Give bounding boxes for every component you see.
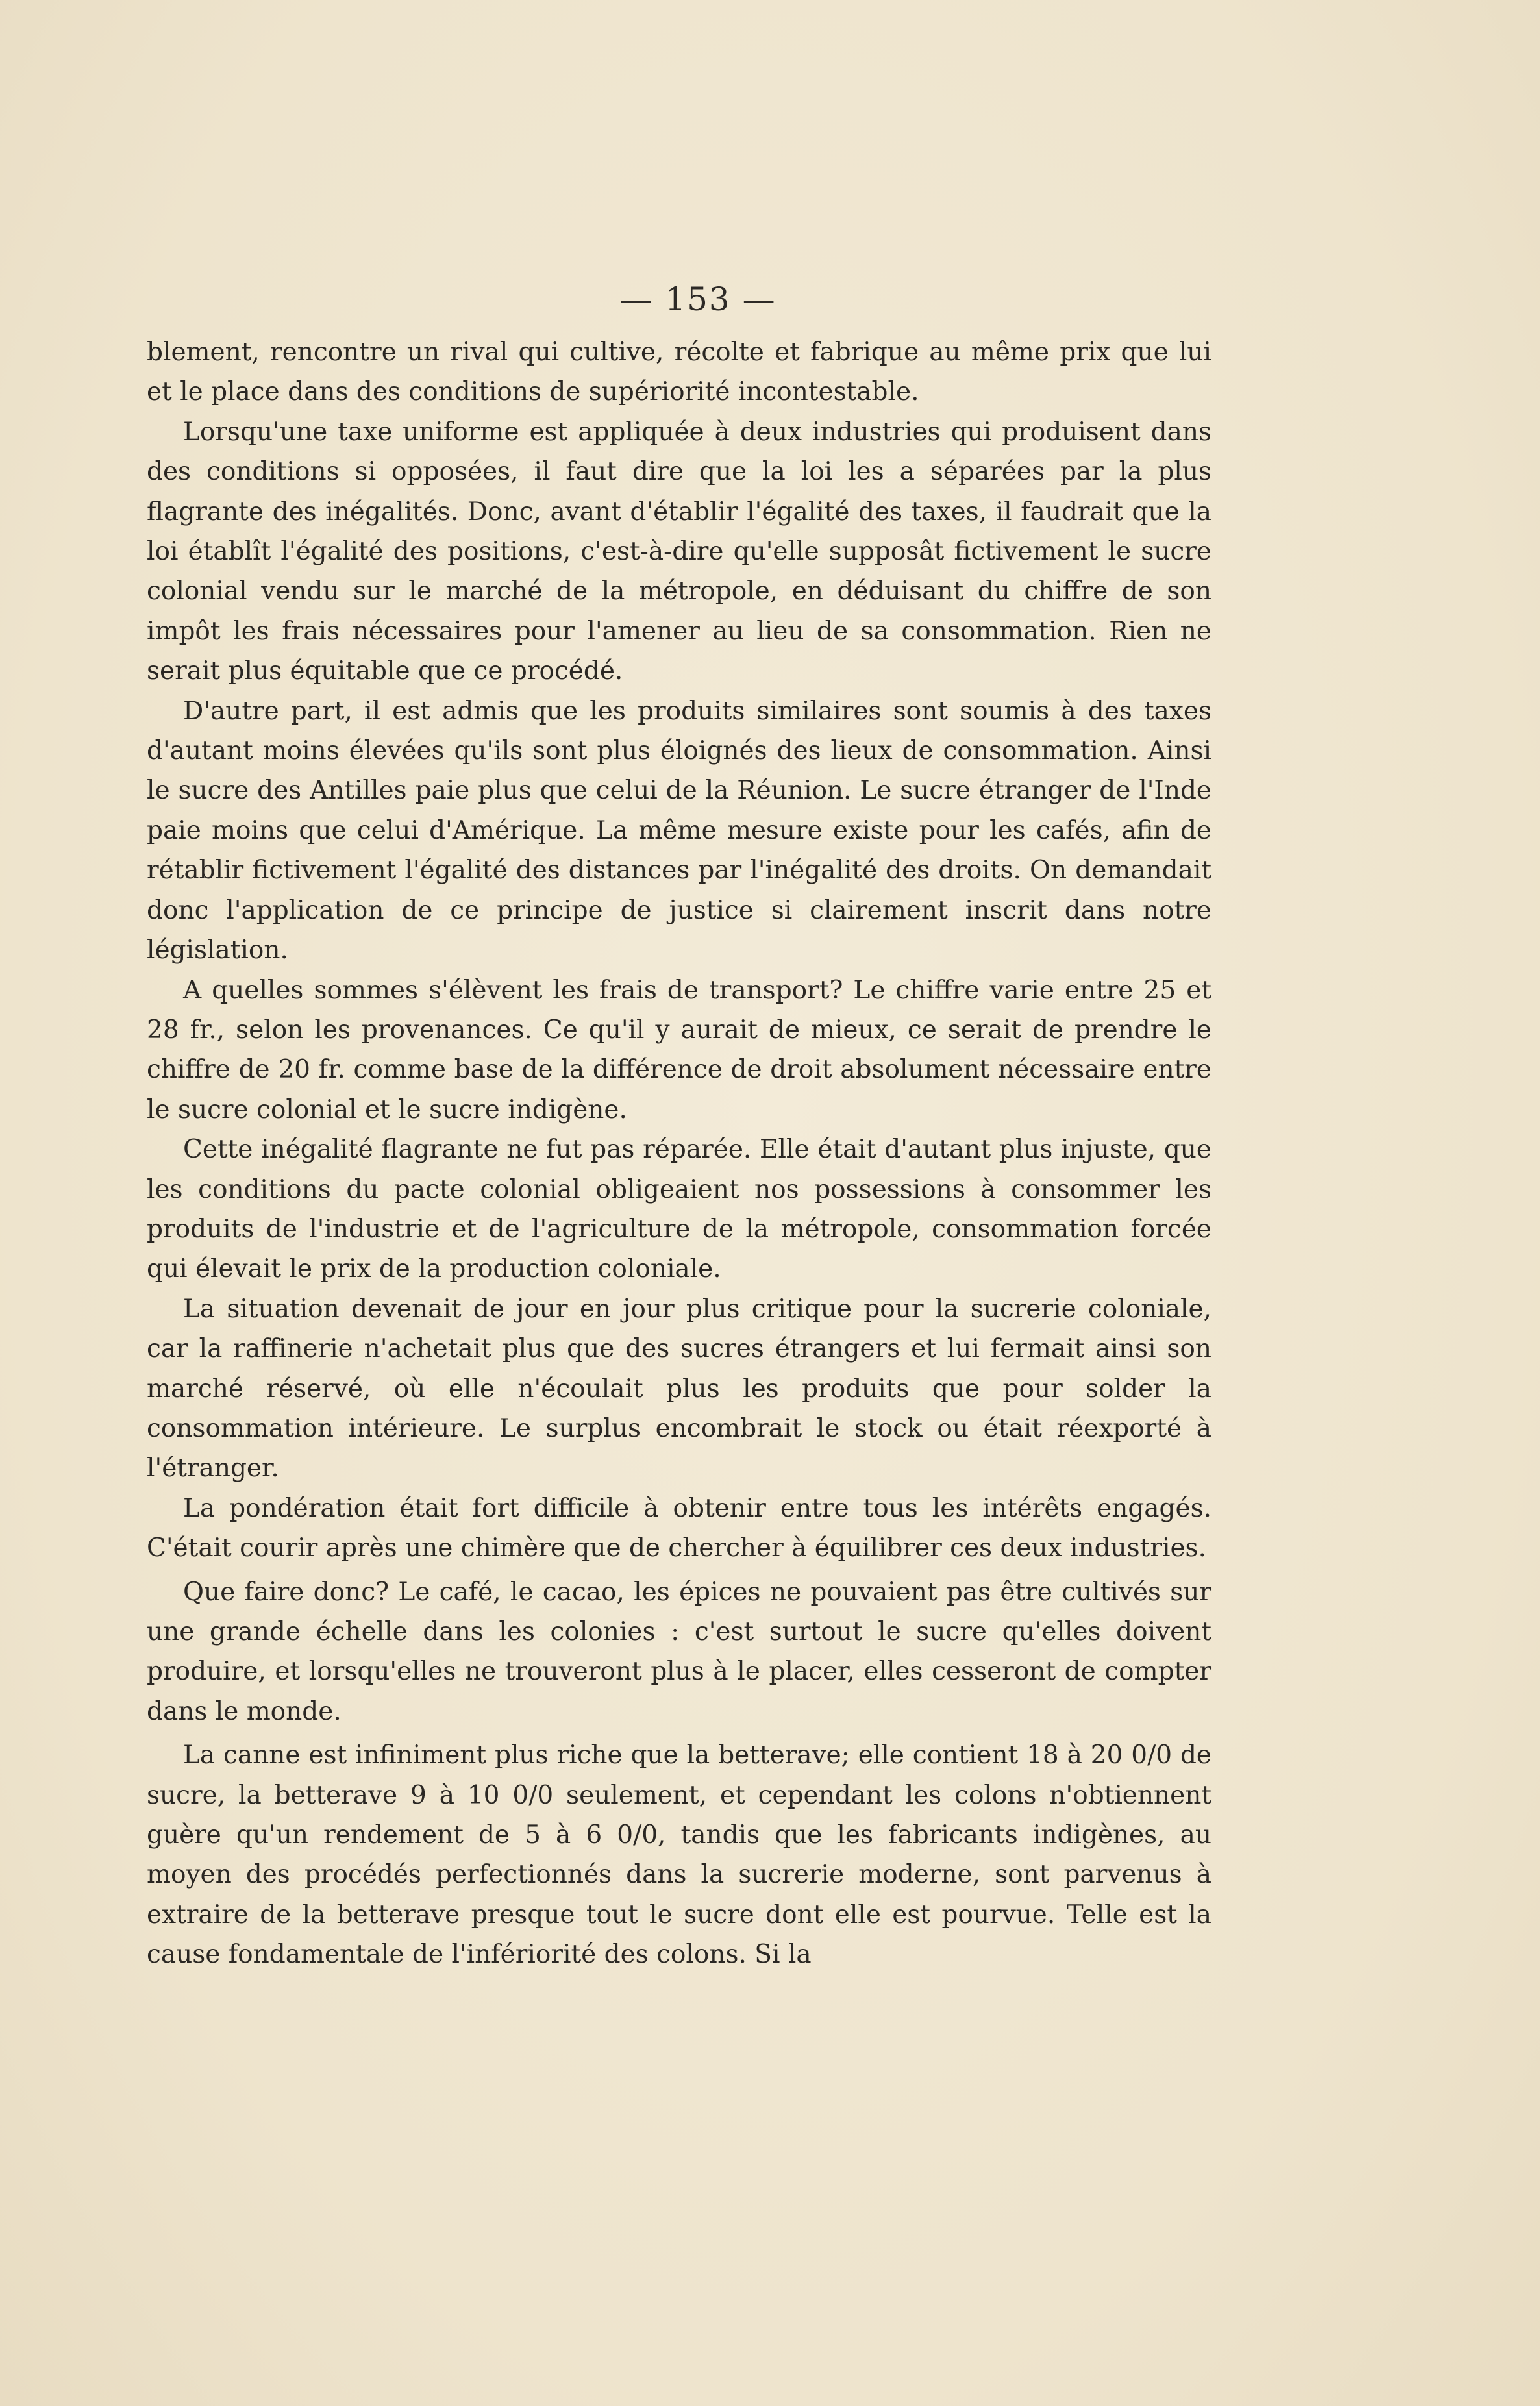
page-number: — 153 —	[619, 280, 776, 318]
paragraph: La pondération était fort difficile à obtenir entre tous les intérêts engagés. C'était courir après une chimère que de chercher à équilibrer ces deux industries.	[147, 1493, 1211, 1563]
paragraph: D'autre part, il est admis que les produits similaires sont soumis à des taxes d'autant moins élevées qu'ils sont plus éloignés des lieux de consommation. Ainsi le sucre des Antilles paie plus que celui de la Réunion. Le sucre étranger de l'Inde paie moins que celui d'Amérique. La même mesure existe pour les cafés, afin de rétablir fictivement l'égalité des distances par l'inégalité des droits. On demandait donc l'application de ce principe de justice si clairement inscrit dans notre législation.	[147, 696, 1211, 965]
paragraph: Que faire donc? Le café, le cacao, les épices ne pouvaient pas être cultivés sur une grande échelle dans les colonies : c'est surtout le sucre qu'elles doivent produire, et lorsqu'elles ne trouveront plus à le placer, elles cesseront de compter dans le monde.	[147, 1577, 1211, 1726]
paragraph: La situation devenait de jour en jour plus critique pour la sucrerie coloniale, car la raffinerie n'achetait plus que des sucres étrangers et lui fermait ainsi son marché réservé, où elle n'écoulait plus les produits que pour solder la consommation intérieure. Le surplus encombrait le stock ou était réexporté à l'étranger.	[147, 1294, 1211, 1483]
paragraph-continuation: blement, rencontre un rival qui cultive, récolte et fabrique au même prix que lui et le place dans des conditions de supériorité incontestable.	[147, 338, 1211, 407]
paragraph: La canne est infiniment plus riche que la betterave; elle contient 18 à 20 0/0 de sucre, la betterave 9 à 10 0/0 seulement, et cependant les colons n'obtiennent guère qu'un rendement de 5 à 6 0/0, tandis que les fabricants indigènes, au moyen des procédés perfectionnés dans la sucrerie moderne, sont parvenus à extraire de la betterave presque tout le sucre dont elle est pourvue. Telle est la cause fondamentale de l'infériorité des colons. Si la	[147, 1741, 1211, 1970]
paragraph: Lorsqu'une taxe uniforme est appliquée à deux industries qui produisent dans des conditions si opposées, il faut dire que la loi les a séparées par la plus flagrante des inégalités. Donc, avant d'établir l'égalité des taxes, il faudrait que la loi établît l'égalité des positions, c'est-à-dire qu'elle supposât fictivement le sucre colonial vendu sur le marché de la métropole, en déduisant du chiffre de son impôt les frais nécessaires pour l'amener au lieu de sa consommation. Rien ne serait plus équitable que ce procédé.	[147, 417, 1211, 686]
paragraph: Cette inégalité flagrante ne fut pas réparée. Elle était d'autant plus injuste, que les conditions du pacte colonial obligeaient nos possessions à consommer les produits de l'industrie et de l'agriculture de la métropole, consommation forcée qui élevait le prix de la production coloniale.	[147, 1135, 1211, 1284]
body-text	[147, 332, 1211, 1975]
paragraph: A quelles sommes s'élèvent les frais de transport? Le chiffre varie entre 25 et 28 fr., selon les provenances. Ce qu'il y aurait de mieux, ce serait de prendre le chiffre de 20 fr. comme base de la différence de droit absolument nécessaire entre le sucre colonial et le sucre indigène.	[147, 975, 1211, 1124]
